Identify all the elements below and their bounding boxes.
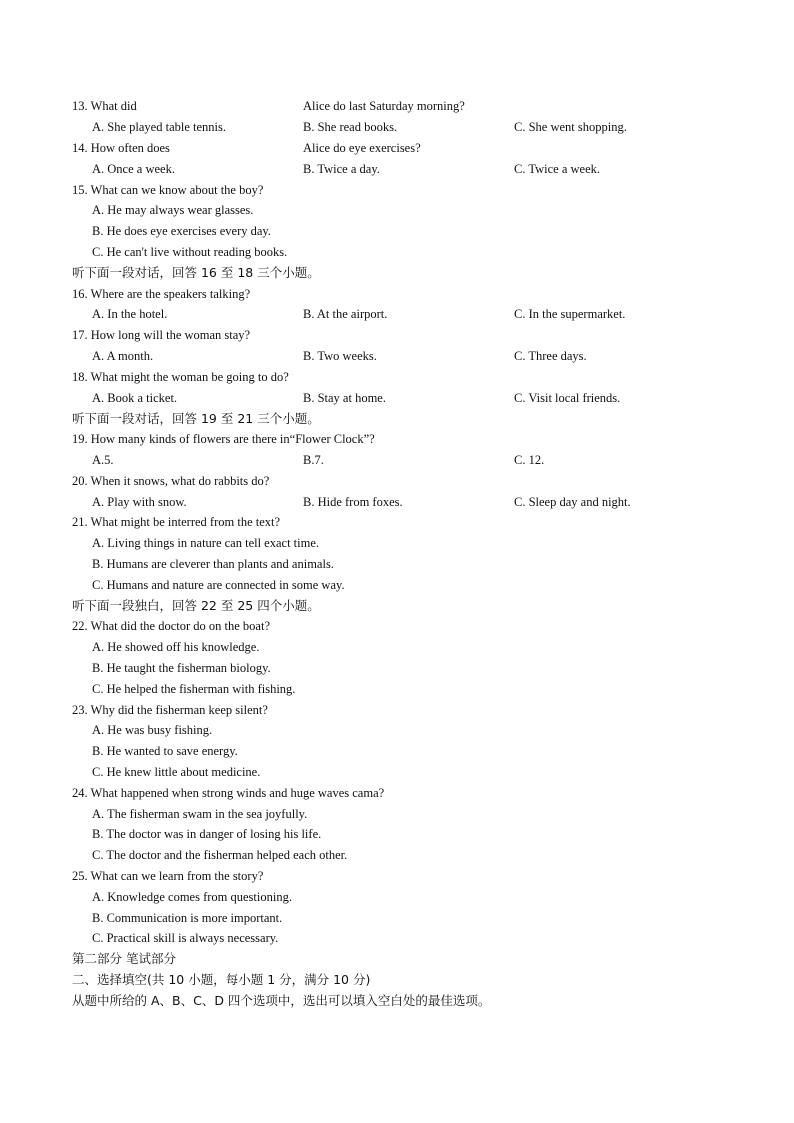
option-21-c — [0, 575, 794, 595]
option-21-a — [0, 533, 794, 553]
question-17 — [0, 325, 794, 345]
section-two-heading — [0, 970, 794, 990]
option-a: A. A month. — [92, 349, 154, 363]
option-22-b — [0, 658, 794, 678]
option-15-a — [0, 200, 794, 220]
option-c: C. In the supermarket. — [514, 307, 626, 321]
question-24 — [0, 783, 794, 803]
option-b: B. At the airport. — [303, 307, 388, 321]
section-header-text: 听下面一段独白，回答 22 至 25 四个小题。 — [72, 598, 320, 613]
question-stem: 21. What might be interred from the text? — [72, 515, 281, 529]
question-stem-cont: Alice do last Saturday morning? — [303, 99, 465, 113]
question-stem-cont: Alice do eye exercises? — [303, 141, 421, 155]
section-header — [0, 596, 794, 616]
option-c: C. He can't live without reading books. — [92, 245, 288, 259]
option-a: A. He was busy fishing. — [92, 723, 213, 737]
question-stem: 17. How long will the woman stay? — [72, 328, 251, 342]
option-b: B. She read books. — [303, 120, 398, 134]
question-stem: 15. What can we know about the boy? — [72, 183, 264, 197]
option-25-c — [0, 928, 794, 948]
part-two-title-text: 第二部分 笔试部分 — [72, 951, 176, 966]
question-20 — [0, 471, 794, 491]
question-stem: 14. How often does — [72, 141, 170, 155]
option-23-c — [0, 762, 794, 782]
option-24-c — [0, 845, 794, 865]
question-stem: 23. Why did the fisherman keep silent? — [72, 703, 268, 717]
question-25 — [0, 866, 794, 886]
question-14 — [0, 138, 794, 158]
option-c: C. Sleep day and night. — [514, 495, 631, 509]
option-a: A. She played table tennis. — [92, 120, 226, 134]
options-18 — [0, 388, 794, 408]
option-a: A. Book a ticket. — [92, 391, 178, 405]
section-two-instruction — [0, 991, 794, 1011]
option-c: C. The doctor and the fisherman helped each other. — [92, 848, 348, 862]
option-a: A.5. — [92, 453, 114, 467]
question-18 — [0, 367, 794, 387]
option-b: B. Twice a day. — [303, 162, 380, 176]
option-b: B. Hide from foxes. — [303, 495, 403, 509]
part-two-title — [0, 949, 794, 969]
question-stem: 20. When it snows, what do rabbits do? — [72, 474, 270, 488]
option-b: B. He taught the fisherman biology. — [92, 661, 271, 675]
option-15-c — [0, 242, 794, 262]
options-17 — [0, 346, 794, 366]
section-header — [0, 263, 794, 283]
option-c: C. Twice a week. — [514, 162, 601, 176]
options-19 — [0, 450, 794, 470]
question-stem: 16. Where are the speakers talking? — [72, 287, 251, 301]
option-a: A. He showed off his knowledge. — [92, 640, 260, 654]
question-22 — [0, 616, 794, 636]
question-stem: 13. What did — [72, 99, 137, 113]
option-c: C. Humans and nature are connected in some way. — [92, 578, 345, 592]
question-15 — [0, 180, 794, 200]
section-header-text: 听下面一段对话，回答 19 至 21 三个小题。 — [72, 411, 320, 426]
question-19 — [0, 429, 794, 449]
option-c: C. She went shopping. — [514, 120, 627, 134]
option-a: A. He may always wear glasses. — [92, 203, 254, 217]
option-15-b — [0, 221, 794, 241]
option-c: C. He knew little about medicine. — [92, 765, 261, 779]
option-a: A. Once a week. — [92, 162, 175, 176]
option-25-b — [0, 908, 794, 928]
question-13 — [0, 96, 794, 116]
question-stem: 19. How many kinds of flowers are there in“Flower Clock”? — [72, 432, 375, 446]
option-b: B.7. — [303, 453, 324, 467]
options-13 — [0, 117, 794, 137]
option-23-b — [0, 741, 794, 761]
option-24-b — [0, 824, 794, 844]
option-b: B. The doctor was in danger of losing his life. — [92, 827, 322, 841]
option-b: B. Stay at home. — [303, 391, 386, 405]
question-stem: 24. What happened when strong winds and huge waves cama? — [72, 786, 385, 800]
section-two-heading-text: 二、选择填空(共 10 小题，每小题 1 分，满分 10 分) — [72, 972, 371, 987]
option-b: B. He wanted to save energy. — [92, 744, 238, 758]
option-b: B. He does eye exercises every day. — [92, 224, 271, 238]
question-16 — [0, 284, 794, 304]
question-23 — [0, 700, 794, 720]
option-c: C. Visit local friends. — [514, 391, 621, 405]
option-c: C. 12. — [514, 453, 545, 467]
section-header-text: 听下面一段对话，回答 16 至 18 三个小题。 — [72, 265, 320, 280]
option-22-a — [0, 637, 794, 657]
option-21-b — [0, 554, 794, 574]
option-c: C. Practical skill is always necessary. — [92, 931, 279, 945]
option-b: B. Humans are cleverer than plants and animals. — [92, 557, 334, 571]
option-a: A. Living things in nature can tell exact time. — [92, 536, 320, 550]
options-20 — [0, 492, 794, 512]
section-header — [0, 409, 794, 429]
options-14 — [0, 159, 794, 179]
question-stem: 25. What can we learn from the story? — [72, 869, 264, 883]
option-22-c — [0, 679, 794, 699]
question-stem: 22. What did the doctor do on the boat? — [72, 619, 270, 633]
option-a: A. Play with snow. — [92, 495, 187, 509]
question-stem: 18. What might the woman be going to do? — [72, 370, 289, 384]
option-c: C. He helped the fisherman with fishing. — [92, 682, 296, 696]
option-c: C. Three days. — [514, 349, 587, 363]
option-a: A. The fisherman swam in the sea joyfully. — [92, 807, 308, 821]
option-b: B. Communication is more important. — [92, 911, 283, 925]
option-b: B. Two weeks. — [303, 349, 377, 363]
question-21 — [0, 512, 794, 532]
options-16 — [0, 304, 794, 324]
option-a: A. Knowledge comes from questioning. — [92, 890, 292, 904]
option-25-a — [0, 887, 794, 907]
section-two-instruction-text: 从题中所给的 A、B、C、D 四个选项中，选出可以填入空白处的最佳选项。 — [72, 993, 491, 1008]
option-a: A. In the hotel. — [92, 307, 168, 321]
option-23-a — [0, 720, 794, 740]
option-24-a — [0, 804, 794, 824]
